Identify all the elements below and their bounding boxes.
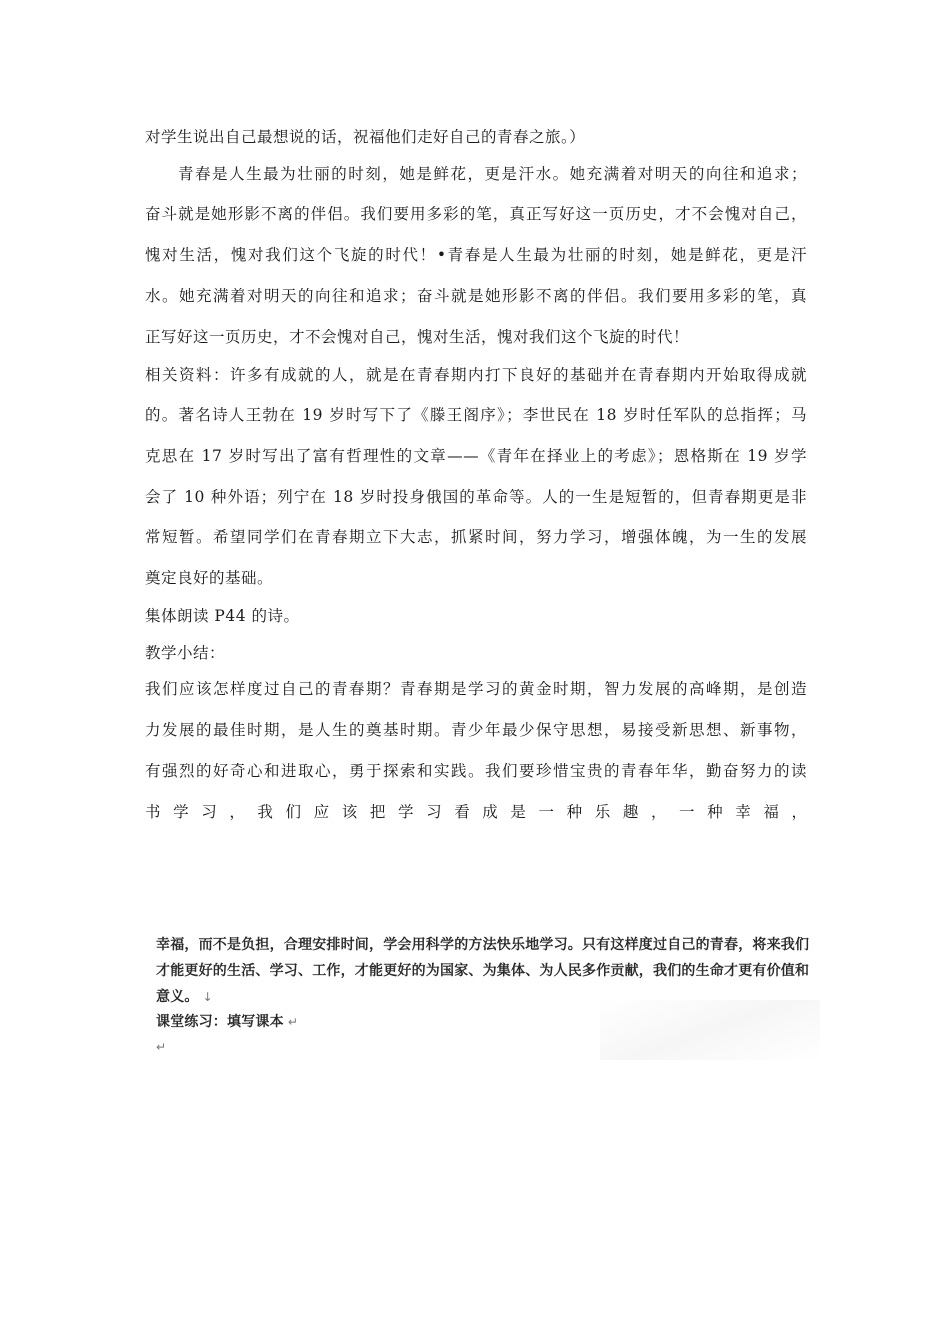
text-line: 正写好这一页历史，才不会愧对自己，愧对生活，愧对我们这个飞旋的时代！ [145, 328, 690, 346]
text-line: 我们应该怎样度过自己的青春期？青春期是学习的黄金时期，智力发展的高峰期，是创造 [145, 680, 807, 698]
text-line: 对学生说出自己最想说的话，祝福他们走好自己的青春之旅。） [145, 128, 586, 146]
text-line: 愧对生活，愧对我们这个飞旋的时代！•青春是人生最为壮丽的时刻，她是鲜花，更是汗 [145, 246, 807, 264]
scan-line [156, 1013, 836, 1031]
text-line: 有强烈的好奇心和进取心，勇于探索和实践。我们要珍惜宝贵的青春年华，勤奋努力的读 [145, 762, 807, 780]
scanned-excerpt [150, 930, 840, 1070]
text-line: 水。她充满着对明天的向往和追求；奋斗就是她形影不离的伴侣。我们要用多彩的笔，真 [145, 287, 807, 305]
text-line: 会了 10 种外语；列宁在 18 岁时投身俄国的革命等。人的一生是短暂的，但青春期更是非 [145, 488, 807, 506]
text-line: 常短暂。希望同学们在青春期立下大志，抓紧时间，努力学习，增强体魄，为一生的发展 [145, 528, 807, 546]
scan-line: 才能更好的生活、学习、工作，才能更好的为国家、为集体、为人民多作贡献，我们的生命才更有价值和 [156, 963, 810, 979]
text-line: 集体朗读 P44 的诗。 [145, 607, 300, 625]
paragraph-mark-icon: ↵ [156, 1040, 167, 1054]
scan-line [156, 1038, 836, 1056]
section-heading: 教学小结： [145, 644, 226, 662]
text-line: 奋斗就是她形影不离的伴侣。我们要用多彩的笔，真正写好这一页历史，才不会愧对自己， [145, 205, 807, 223]
scan-line [156, 988, 836, 1006]
paragraph-mark-icon: ↓ [202, 990, 213, 1004]
text-line: 书学习，我们应该把学习看成是一种乐趣，一种幸福， [145, 803, 807, 821]
text-line: 青春是人生最为壮丽的时刻，她是鲜花，更是汗水。她充满着对明天的向往和追求； [178, 165, 807, 183]
scan-line-text: 课堂练习：填写课本 [156, 1014, 284, 1030]
scan-line: 幸福，而不是负担，合理安排时间，学会用科学的方法快乐地学习。只有这样度过自己的青春，将来我们 [156, 937, 810, 953]
scan-line-text: 意义。 [156, 989, 199, 1005]
text-line: 的。著名诗人王勃在 19 岁时写下了《滕王阁序》；李世民在 18 岁时任军队的总指挥；马 [145, 406, 807, 424]
paragraph-mark-icon: ↵ [287, 1015, 299, 1029]
text-line: 相关资料：许多有成就的人，就是在青春期内打下良好的基础并在青春期内开始取得成就 [145, 366, 807, 384]
text-line: 奠定良好的基础。 [145, 569, 274, 587]
text-line: 克思在 17 岁时写出了富有哲理性的文章——《青年在择业上的考虑》；恩格斯在 19 岁学 [145, 447, 807, 465]
text-line: 力发展的最佳时期，是人生的奠基时期。青少年最少保守思想，易接受新思想、新事物， [145, 721, 807, 739]
